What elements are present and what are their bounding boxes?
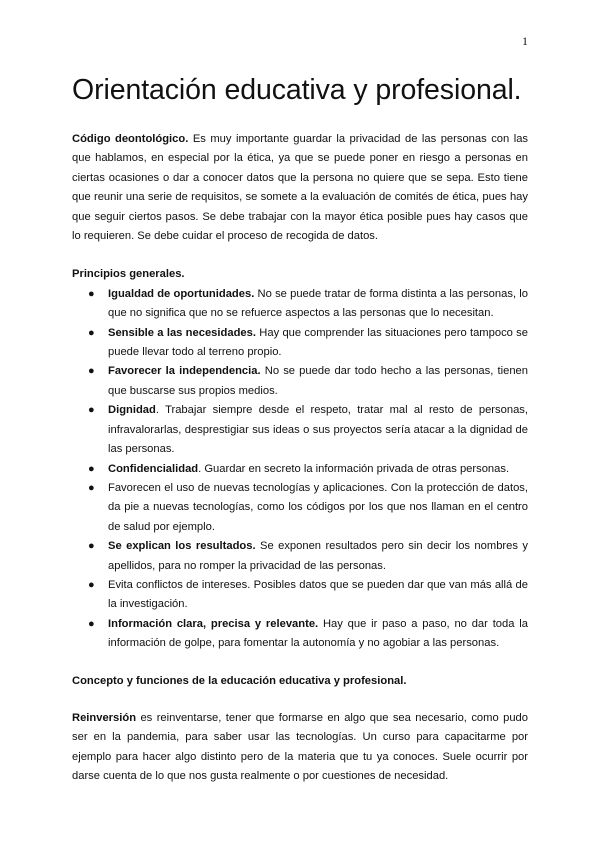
bullet-icon: ● <box>88 540 95 553</box>
item-label: Igualdad de oportunidades. <box>108 287 255 300</box>
bullet-icon: ● <box>88 578 95 591</box>
bullet-icon: ● <box>88 617 95 630</box>
list-item <box>72 460 528 479</box>
principios-list <box>72 285 528 654</box>
list-item <box>72 576 528 615</box>
list-item <box>72 285 528 324</box>
codigo-paragraph <box>72 130 528 246</box>
item-label: Dignidad <box>108 404 156 417</box>
bullet-icon: ● <box>88 404 95 417</box>
item-label: Sensible a las necesidades. <box>108 326 256 339</box>
reinversion-text: es reinventarse, tener que formarse en algo que sea necesario, como pudo ser en la pandemia, para saber usar las tecnologías. Un curso para capacitarme por ejemplo para hacer algo distinto pero de la materia que tu ya conoces. Suele ocurrir por darse cuenta de lo que nos gusta realmente o por cuestiones de necesidad. <box>72 711 528 783</box>
item-text: . Guardar en secreto la información privada de otras personas. <box>198 462 510 475</box>
document-body <box>72 68 528 787</box>
item-text: Hay que ir paso a paso, no dar toda la información de golpe, para fomentar la autonomía y no agobiar a las personas. <box>108 617 528 650</box>
principios-heading: Principios generales. <box>72 268 185 281</box>
bullet-icon: ● <box>88 287 95 300</box>
item-text: Evita conflictos de intereses. Posibles datos que se pueden dar que van más allá de la investigación. <box>108 578 528 611</box>
item-text: Favorecen el uso de nuevas tecnologías y aplicaciones. Con la protección de datos, da pie a nuevas tecnologías, como los códigos por los que nos llaman en el centro de salud por ejemplo. <box>108 481 528 533</box>
codigo-text: Es muy importante guardar la privacidad de las personas con las que hablamos, en especial por la ética, ya que se puede poner en riesgo a personas en ciertas ocasiones o dar a conocer datos que la persona no quiere que se sepa. Esto tiene que reunir una serie de requisitos, se somete a la evaluación de comités de ética, pues hay que seguir ciertos pasos. Se debe trabajar con la mayor ética posible pues hay casos que lo requieren. Se debe cuidar el proceso de recogida de datos. <box>72 133 529 243</box>
list-item <box>72 537 528 576</box>
item-text: Hay que comprender las situaciones pero tampoco se puede llevar todo al terreno propio. <box>108 326 529 359</box>
reinversion-label: Reinversión <box>72 711 137 724</box>
bullet-icon: ● <box>88 481 95 494</box>
item-label: Favorecer la independencia. <box>108 365 261 378</box>
bullet-icon: ● <box>88 365 95 378</box>
bullet-icon: ● <box>88 462 95 475</box>
bullet-icon: ● <box>88 326 95 339</box>
item-label: Información clara, precisa y relevante. <box>108 617 319 630</box>
item-label: Confidencialidad <box>108 462 199 475</box>
document-title: Orientación educativa y profesional. <box>72 74 522 106</box>
page-number: 1 <box>522 34 528 48</box>
list-item <box>72 362 528 401</box>
item-text: . Trabajar siempre desde el respeto, tratar mal al resto de personas, infravalorarlas, desprestigiar sus ideas o sus proyectos sería atacar a la dignidad de las personas. <box>108 404 528 456</box>
item-text: No se puede tratar de forma distinta a las personas, lo que no significa que no se refuerce aspectos a las personas que lo necesitan. <box>108 287 528 320</box>
list-item <box>72 479 528 537</box>
list-item <box>72 324 528 363</box>
concepto-heading: Concepto y funciones de la educación educativa y profesional. <box>72 674 407 687</box>
item-text: Se exponen resultados pero sin decir los nombres y apellidos, para no romper la privacidad de las personas. <box>108 540 528 572</box>
item-label: Se explican los resultados. <box>108 540 256 553</box>
list-item <box>72 615 528 654</box>
codigo-label: Código deontológico. <box>72 133 189 145</box>
reinversion-paragraph <box>72 709 528 787</box>
item-text: No se puede dar todo hecho a las personas, tienen que buscarse sus propios medios. <box>108 365 528 397</box>
list-item <box>72 401 528 459</box>
